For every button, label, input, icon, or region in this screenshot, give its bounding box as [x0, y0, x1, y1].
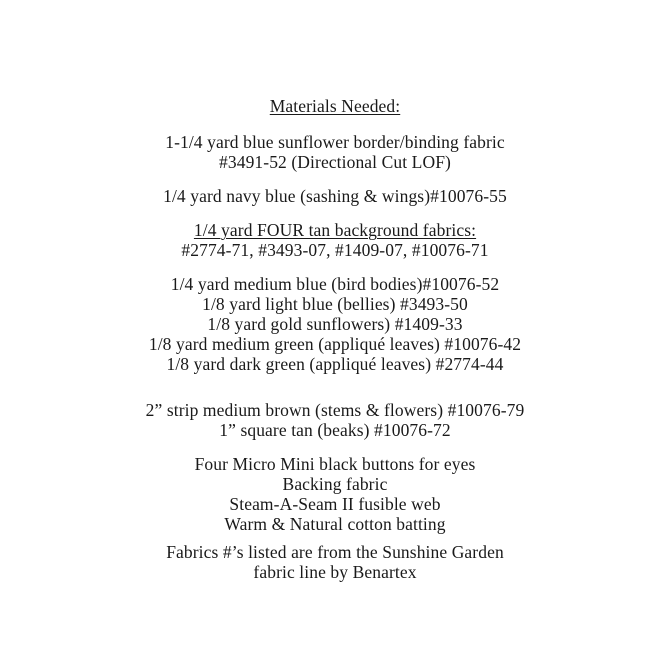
fabric-line-note-block [0, 542, 670, 582]
notion-item: Four Micro Mini black buttons for eyes [194, 454, 476, 474]
tan-backgrounds-block [0, 220, 670, 260]
border-fabric-number: #3491-52 (Directional Cut LOF) [219, 152, 451, 172]
navy-fabric-block [0, 186, 670, 206]
navy-fabric-line: 1/4 yard navy blue (sashing & wings)#10076-55 [163, 186, 507, 206]
applique-fabric-item: 1/4 yard medium blue (bird bodies)#10076-52 [170, 274, 500, 294]
small-piece-item: 2” strip medium brown (stems & flowers) #10076-79 [145, 400, 525, 420]
tan-backgrounds-numbers: #2774-71, #3493-07, #1409-07, #10076-71 [181, 240, 489, 260]
applique-fabrics-block [0, 274, 670, 374]
applique-fabric-item: 1/8 yard light blue (bellies) #3493-50 [202, 294, 468, 314]
applique-fabric-item: 1/8 yard gold sunflowers) #1409-33 [207, 314, 463, 334]
materials-heading: Materials Needed: [269, 96, 401, 116]
notion-item: Steam-A-Seam II fusible web [229, 494, 441, 514]
small-pieces-block [0, 400, 670, 440]
border-fabric-block [0, 132, 670, 172]
applique-fabric-item: 1/8 yard medium green (appliqué leaves) #10076-42 [148, 334, 522, 354]
notion-item: Warm & Natural cotton batting [224, 514, 446, 534]
materials-document [0, 96, 670, 582]
notions-block [0, 454, 670, 534]
materials-heading-block [0, 96, 670, 116]
small-piece-item: 1” square tan (beaks) #10076-72 [219, 420, 451, 440]
notion-item: Backing fabric [282, 474, 388, 494]
fabric-line-note: Fabrics #’s listed are from the Sunshine Garden [166, 542, 504, 562]
tan-backgrounds-heading: 1/4 yard FOUR tan background fabrics: [193, 220, 477, 240]
border-fabric-line: 1-1/4 yard blue sunflower border/binding fabric [165, 132, 505, 152]
fabric-line-note: fabric line by Benartex [253, 562, 417, 582]
applique-fabric-item: 1/8 yard dark green (appliqué leaves) #2774-44 [166, 354, 504, 374]
